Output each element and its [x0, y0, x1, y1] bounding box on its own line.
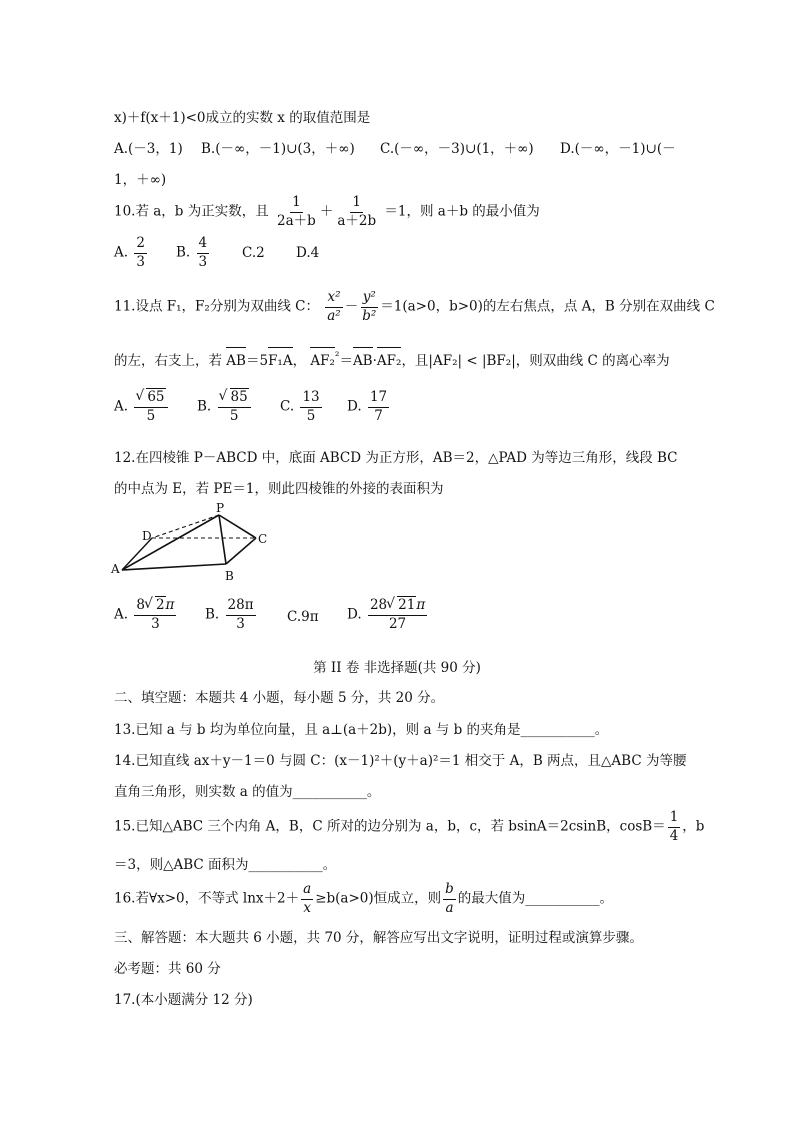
- label-b: B: [225, 569, 234, 583]
- numerator: 28π: [226, 598, 256, 616]
- q11-option-d: [347, 390, 391, 424]
- required-header: 必考题：共 60 分: [114, 961, 221, 977]
- q11-stem-line1: [114, 290, 715, 324]
- numerator: 1: [350, 195, 363, 213]
- plus-sign: ＋: [319, 203, 334, 220]
- option-label: D.: [347, 606, 362, 623]
- q11-stem-line2: [114, 349, 670, 369]
- q9-stem: x)＋f(x＋1)<0成立的实数 x 的取值范围是: [114, 110, 371, 126]
- denominator: 7: [374, 407, 383, 424]
- q11-option-a-fraction: [134, 390, 167, 424]
- q11-y-fraction: [360, 290, 378, 324]
- q9-option-d: D.(－∞，－1)∪(－: [560, 141, 676, 157]
- equals: ＝5: [245, 353, 269, 369]
- denominator: 27: [388, 615, 407, 632]
- denominator: a: [445, 899, 454, 916]
- q16-prefix: 16.若∀x>0，不等式 lnx＋2＋: [114, 890, 300, 907]
- denominator: 3: [198, 253, 208, 270]
- q10-fraction-2: [335, 195, 378, 229]
- label-c: C: [258, 532, 268, 546]
- sqrt: [136, 390, 165, 406]
- q15-suffix: ，b: [682, 818, 705, 835]
- numerator: [218, 390, 251, 408]
- radicand: 65: [147, 389, 165, 405]
- numerator: a: [301, 882, 313, 900]
- q16-middle: ≥b(a>0)恒成立，则: [315, 890, 442, 907]
- q12-stem-line1: 12.在四棱锥 P－ABCD 中，底面 ABCD 为正方形，AB＝2，△PAD 为等边三角形，线段 BC: [114, 450, 678, 466]
- numerator: x²: [325, 290, 342, 308]
- option-label: B.: [205, 606, 220, 623]
- q12-option-d-fraction: [368, 598, 427, 632]
- q16-fraction-a-over-x: [301, 882, 313, 916]
- sqrt: [387, 598, 416, 614]
- section-2-title: 第 II 卷 非选择题(共 90 分): [313, 660, 481, 676]
- q10-suffix: ＝1，则 a＋b 的最小值为: [384, 203, 540, 220]
- q11-option-c-fraction: [300, 390, 321, 424]
- denominator: 5: [229, 407, 239, 424]
- edge-ab: [122, 564, 226, 570]
- numerator: 1: [668, 810, 681, 828]
- denominator: 3: [236, 615, 245, 632]
- q13: 13.已知 a 与 b 均为单位向量，且 a⊥(a＋2b)，则 a 与 b 的夹角是___________。: [114, 722, 609, 738]
- q11-option-b: [197, 390, 253, 424]
- option-label: B.: [197, 398, 212, 415]
- numerator: 2: [134, 236, 147, 254]
- q16-fraction-b-over-a: [443, 882, 456, 916]
- vector-f1a: F₁A: [268, 353, 293, 369]
- q10-stem: [114, 195, 540, 229]
- numerator: 1: [290, 195, 303, 213]
- q9-option-b: B.(－∞，－1)∪(3，＋∞): [201, 141, 355, 157]
- q17-title: 17.(本小题满分 12 分): [114, 992, 253, 1008]
- sqrt: [145, 598, 166, 614]
- q11-condition: ＝1(a>0，b>0)的左右焦点，点 A，B 分别在双曲线 C: [380, 298, 715, 315]
- option-label: D.: [347, 398, 362, 415]
- edge-bc: [226, 538, 256, 564]
- q9-option-a: A.(－3，1): [114, 141, 183, 157]
- numerator: 13: [300, 390, 321, 408]
- solve-header: 三、解答题：本大题共 6 小题，共 70 分，解答应写出文字说明，证明过程或演算步骤。: [114, 930, 643, 946]
- pyramid-figure: [108, 500, 278, 586]
- q15-line2: ＝3，则△ABC 面积为___________。: [114, 857, 337, 873]
- q16-suffix: 的最大值为___________。: [457, 890, 614, 907]
- radicand: 21: [398, 597, 416, 613]
- q10-option-d: D.4: [296, 245, 320, 261]
- q15-line1: [114, 810, 704, 844]
- option-label: A.: [114, 606, 129, 623]
- denominator: 2a＋b: [277, 212, 316, 229]
- numerator: 17: [368, 390, 389, 408]
- q12-option-d: [347, 598, 429, 632]
- coefficient: 8: [136, 597, 145, 613]
- q10-option-c: C.2: [242, 245, 265, 261]
- q11-option-c: [280, 390, 324, 424]
- comma: ，: [292, 353, 307, 369]
- dot-product: ·: [372, 353, 377, 369]
- label-p: P: [216, 501, 225, 515]
- vector-ab: AB: [352, 353, 373, 369]
- numerator: [134, 390, 167, 408]
- denominator: 5: [146, 407, 156, 424]
- numerator: b: [443, 882, 456, 900]
- q16: [114, 882, 613, 916]
- numerator: 4: [197, 236, 210, 254]
- label-d: D: [142, 529, 152, 543]
- denominator: 4: [669, 827, 679, 844]
- denominator: a＋2b: [337, 212, 377, 229]
- edge-pc: [219, 515, 256, 538]
- q12-option-b-fraction: [226, 598, 256, 632]
- label-a: A: [111, 562, 120, 576]
- q14-line1: 14.已知直线 ax＋y－1＝0 与圆 C：(x－1)²＋(y＋a)²＝1 相交于 A，B 两点，且△ABC 为等腰: [114, 753, 687, 769]
- coefficient: 28: [369, 597, 388, 613]
- q10-option-a: [114, 236, 149, 270]
- pi: π: [416, 597, 426, 613]
- pi: π: [165, 597, 175, 613]
- denominator: 5: [306, 407, 316, 424]
- denominator: b²: [362, 307, 377, 324]
- option-label: B.: [176, 244, 191, 261]
- q11-text: ，且|AF₂| < |BF₂|，则双曲线 C 的离心率为: [401, 353, 670, 369]
- q10-option-b-fraction: [197, 236, 210, 270]
- q9-option-c: C.(－∞，－3)∪(1，＋∞): [380, 141, 534, 157]
- denominator: a²: [327, 307, 341, 324]
- q12-option-b: [205, 598, 258, 632]
- option-label: A.: [114, 398, 129, 415]
- radicand: 85: [230, 389, 248, 405]
- edge-pb: [219, 515, 226, 564]
- q11-option-d-fraction: [368, 390, 389, 424]
- denominator: 3: [136, 253, 145, 270]
- q12-option-a-fraction: [134, 598, 176, 632]
- q12-stem-line2: 的中点为 E，若 PE＝1，则此四棱锥的外接的表面积为: [114, 481, 444, 497]
- q10-fraction-1: [275, 195, 318, 229]
- equals: ＝: [339, 353, 353, 369]
- q11-option-b-fraction: [218, 390, 251, 424]
- q15-prefix: 15.已知△ABC 三个内角 A，B，C 所对的边分别为 a，b，c，若 bsinA＝2csinB，cosB＝: [114, 818, 666, 835]
- q10-option-a-fraction: [134, 236, 147, 270]
- q11-x-fraction: [325, 290, 342, 324]
- denominator: 3: [151, 615, 160, 632]
- numerator: [368, 598, 427, 616]
- option-label: C.: [280, 398, 295, 415]
- minus-sign: －: [344, 298, 359, 315]
- vector-af2: AF₂: [310, 353, 335, 369]
- q12-option-a: [114, 598, 178, 632]
- q9-option-d-continued: 1，＋∞): [114, 172, 167, 188]
- q11-option-a: [114, 390, 170, 424]
- square-exponent: ²: [334, 349, 340, 363]
- sqrt: [220, 390, 249, 406]
- denominator: x: [303, 899, 311, 916]
- q10-option-b: [176, 236, 211, 270]
- q11-prefix: 11.设点 F₁，F₂分别为双曲线 C：: [114, 298, 319, 315]
- fill-in-header: 二、填空题：本题共 4 小题，每小题 5 分，共 20 分。: [114, 690, 445, 706]
- q10-prefix: 10.若 a，b 为正实数，且: [114, 203, 269, 220]
- vector-af2: AF₂: [376, 353, 402, 369]
- numerator: [134, 598, 176, 616]
- vector-ab: AB: [226, 353, 246, 369]
- edge-pa: [122, 515, 219, 570]
- radicand: 2: [155, 597, 165, 613]
- numerator: y²: [361, 290, 378, 308]
- q11-text: 的左，右支上，若: [114, 353, 222, 369]
- q14-line2: 直角三角形，则实数 a 的值为___________。: [114, 784, 381, 800]
- q15-fraction: [668, 810, 681, 844]
- option-label: A.: [114, 244, 129, 261]
- q12-option-c: C.9π: [287, 609, 319, 625]
